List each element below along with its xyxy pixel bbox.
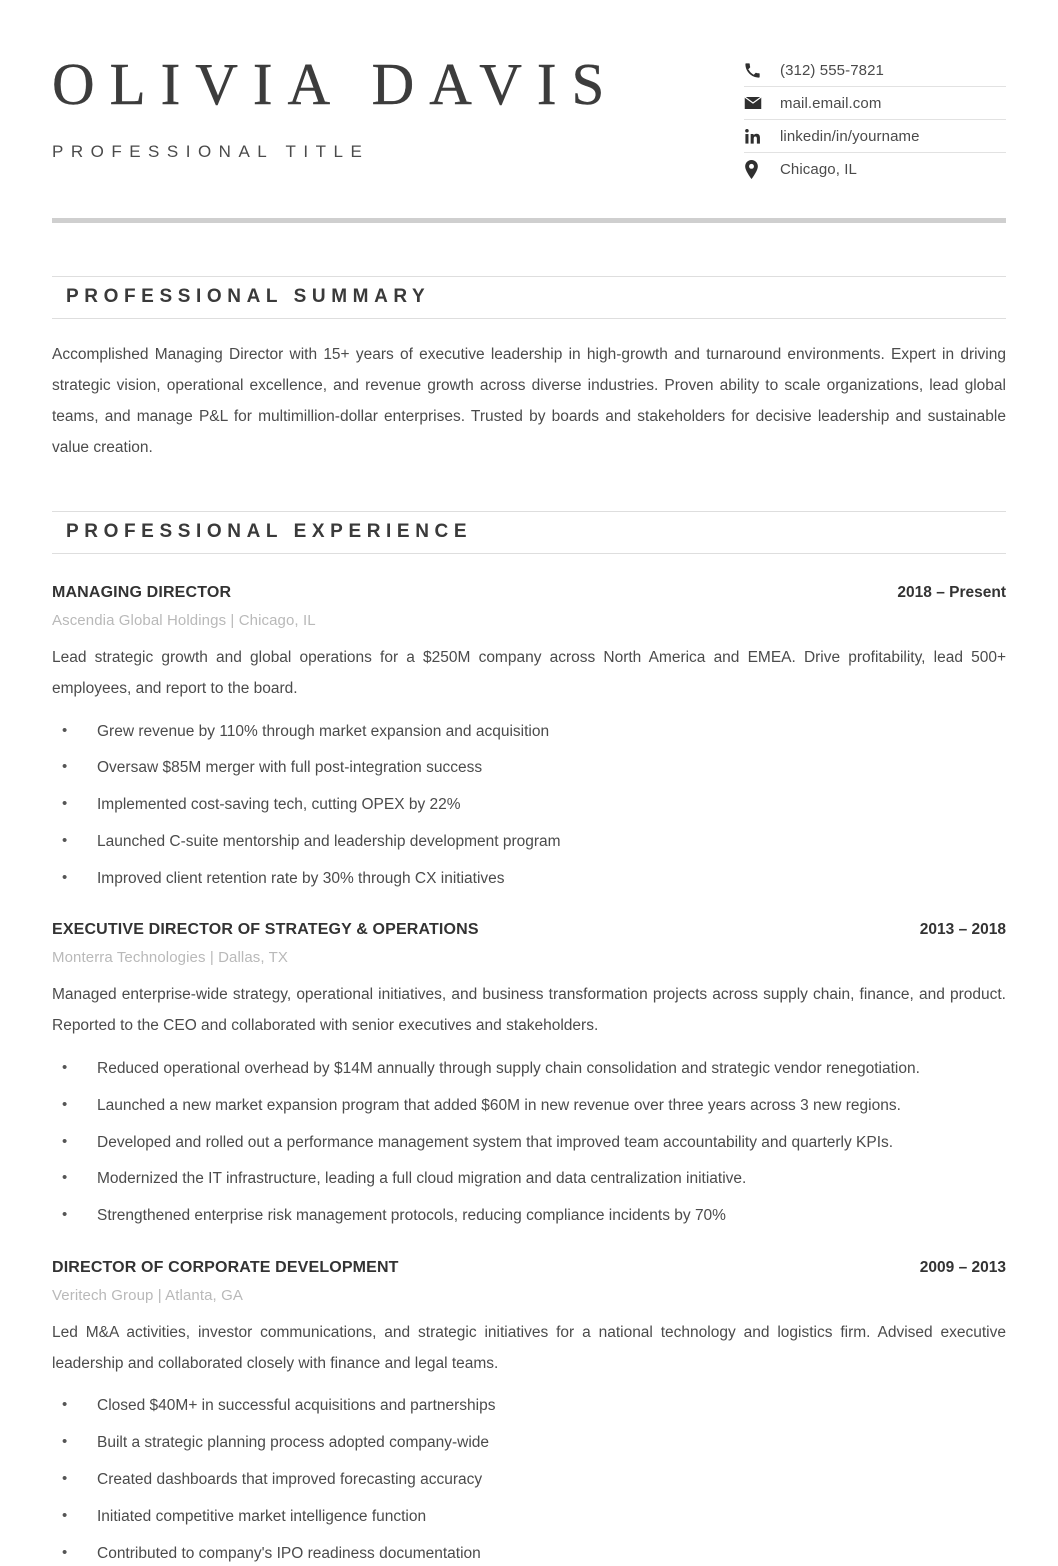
job-role: DIRECTOR OF CORPORATE DEVELOPMENT xyxy=(52,1258,399,1276)
job-header xyxy=(52,921,1006,939)
list-item: • Built a strategic planning process adopted company-wide xyxy=(52,1431,1006,1456)
list-item: • Oversaw $85M merger with full post-integration success xyxy=(52,756,1006,781)
list-item: • Initiated competitive market intelligence function xyxy=(52,1505,1006,1530)
identity-block xyxy=(52,48,619,162)
list-item: • Developed and rolled out a performance management system that improved team accountability and quarterly KPIs. xyxy=(52,1131,1006,1156)
list-item: • Strengthened enterprise risk management protocols, reducing compliance incidents by 70% xyxy=(52,1204,1006,1229)
contact-row-phone[interactable] xyxy=(744,54,1006,87)
job-header xyxy=(52,1259,1006,1277)
candidate-title: PROFESSIONAL TITLE xyxy=(52,141,370,161)
list-item: • Contributed to company's IPO readiness documentation xyxy=(52,1542,1006,1566)
list-item: • Implemented cost-saving tech, cutting OPEX by 22% xyxy=(52,793,1006,818)
list-item: • Launched a new market expansion program that added $60M in new revenue over three years across 3 new regions. xyxy=(52,1094,1006,1119)
candidate-name: OLIVIA DAVIS xyxy=(52,51,620,117)
summary-section-header xyxy=(52,276,1006,319)
phone-icon xyxy=(744,62,774,79)
job-bullet-list xyxy=(52,1057,1006,1229)
contact-row-email[interactable] xyxy=(744,87,1006,120)
summary-heading: PROFESSIONAL SUMMARY xyxy=(66,286,431,307)
job-description: Managed enterprise-wide strategy, operational initiatives, and business transformation projects across supply chain, finance, and product. Reported to the CEO and collaborated with senior executives and stakeholders. xyxy=(52,986,1006,1035)
summary-paragraph: Accomplished Managing Director with 15+ years of executive leadership in high-growth and turnaround environments. Expert in driving strategic vision, operational excellence, and revenue growth across diverse industries. Proven ability to scale organizations, lead global teams, and manage P&L for multimillion-dollar enterprises. Trusted by boards and stakeholders for decisive leadership and sustainable value creation. xyxy=(52,346,1006,456)
experience-heading: PROFESSIONAL EXPERIENCE xyxy=(66,521,473,542)
job-company: Ascendia Global Holdings | Chicago, IL xyxy=(52,612,316,629)
job-entry xyxy=(52,921,1006,1228)
job-bullet-list xyxy=(52,1394,1006,1566)
list-item: • Improved client retention rate by 30% through CX initiatives xyxy=(52,867,1006,892)
contact-value-location: Chicago, IL xyxy=(780,161,857,178)
job-entry xyxy=(52,584,1006,891)
section-professional-experience xyxy=(52,511,1006,1566)
list-item: • Grew revenue by 110% through market expansion and acquisition xyxy=(52,720,1006,745)
job-company: Monterra Technologies | Dallas, TX xyxy=(52,949,289,967)
list-item: • Modernized the IT infrastructure, leading a full cloud migration and data centralization initiative. xyxy=(52,1167,1006,1192)
job-dates: 2013 – 2018 xyxy=(919,921,1006,939)
contact-row-location[interactable] xyxy=(744,153,1006,186)
header-divider xyxy=(52,218,1006,223)
resume-header xyxy=(52,0,1006,186)
contact-block xyxy=(744,54,1006,186)
contact-row-linkedin[interactable] xyxy=(744,120,1006,153)
linkedin-icon xyxy=(744,128,774,145)
contact-value-linkedin: linkedin/in/yourname xyxy=(780,127,920,145)
contact-value-phone: (312) 555-7821 xyxy=(780,61,884,79)
section-professional-summary xyxy=(52,276,1006,463)
job-company: Veritech Group | Atlanta, GA xyxy=(52,1286,243,1304)
job-dates: 2009 – 2013 xyxy=(919,1258,1006,1276)
job-header xyxy=(52,584,1006,602)
job-description: Led M&A activities, investor communications, and strategic initiatives for a national technology and logistics firm. Advised executive leadership and collaborated closely with finance and legal teams. xyxy=(52,1323,1006,1372)
list-item: • Reduced operational overhead by $14M annually through supply chain consolidation and strategic vendor renegotiation. xyxy=(52,1057,1006,1082)
contact-value-email: mail.email.com xyxy=(780,94,882,112)
job-description: Lead strategic growth and global operations for a $250M company across North America and EMEA. Drive profitability, lead 500+ employees, and report to the board. xyxy=(52,649,1006,697)
job-entry xyxy=(52,1259,1006,1566)
list-item: • Launched C-suite mentorship and leadership development program xyxy=(52,830,1006,855)
experience-section-header xyxy=(52,511,1006,554)
email-icon xyxy=(744,96,774,110)
list-item: • Closed $40M+ in successful acquisitions and partnerships xyxy=(52,1394,1006,1419)
job-dates: 2018 – Present xyxy=(897,584,1006,601)
list-item: • Created dashboards that improved forecasting accuracy xyxy=(52,1468,1006,1493)
job-bullet-list xyxy=(52,720,1006,892)
job-role: EXECUTIVE DIRECTOR OF STRATEGY & OPERATIONS xyxy=(52,921,479,939)
job-role: MANAGING DIRECTOR xyxy=(52,584,232,601)
location-pin-icon xyxy=(744,160,774,179)
